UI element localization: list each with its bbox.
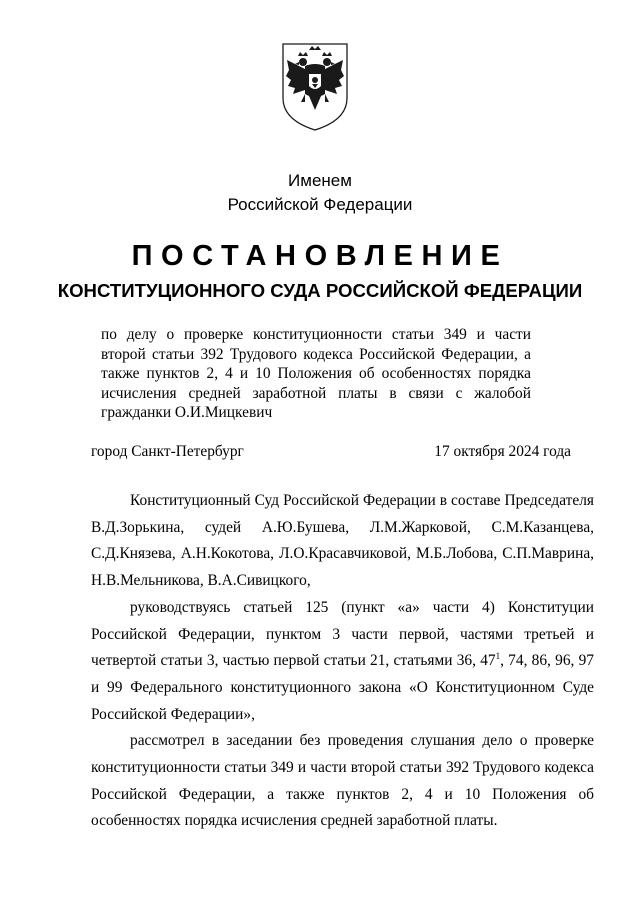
article-superscript: 1 xyxy=(495,651,501,662)
paragraph-considered: рассмотрел в заседании без проведения слушания дело о проверке конституционности статьи 349 и части второй статьи 392 Трудового кодекса Российской Федерации, а также пунктов 2, 4 и 10 Положения об особенностях порядка исчисления средней заработной платы. xyxy=(91,732,594,830)
legal-basis-text: руководствуясь статьей 125 (пункт «а» части 4) Конституции Российской Федерации, пунктом 3 части первой, частями третьей и четвертой статьи 3, частью первой статьи 21, статьями 36, 47 xyxy=(91,598,594,670)
place-date-line xyxy=(91,442,571,462)
header-line-1: Именем xyxy=(288,171,352,190)
paragraph-composition: Конституционный Суд Российской Федерации в составе Председателя В.Д.Зорькина, судей А.Ю.Бушева, Л.М.Жарковой, С.М.Казанцева, С.Д.Князева, А.Н.Кокотова, Л.О.Красавчиковой, М.Б.Лобова, С.П.Маврина, Н.В.Мельникова, В.А.Сивицкого, xyxy=(91,492,594,590)
header-line-2: Российской Федерации xyxy=(227,195,413,214)
legal-basis-text-continued: , 74, 86, 96, 97 и 99 Федерального конституционного закона «О Конституционном Суде Российской Федерации», xyxy=(91,652,594,723)
document-body xyxy=(91,488,594,835)
paragraph-legal-basis xyxy=(91,595,594,729)
coat-of-arms-icon xyxy=(279,40,351,132)
date: 17 октября 2024 года xyxy=(434,443,571,460)
case-subject: по делу о проверке конституционности статьи 349 и части второй статьи 392 Трудового кодекса Российской Федерации, а также пунктов 2, 4 и 10 Положения об особенностях порядка исчисления средней заработной платы в связи с жалобой гражданки О.И.Мицкевич xyxy=(101,326,531,421)
place: город Санкт-Петербург xyxy=(91,443,244,460)
document-title: ПОСТАНОВЛЕНИЕ xyxy=(131,240,509,272)
court-name: КОНСТИТУЦИОННОГО СУДА РОССИЙСКОЙ ФЕДЕРАЦИИ xyxy=(57,280,583,301)
